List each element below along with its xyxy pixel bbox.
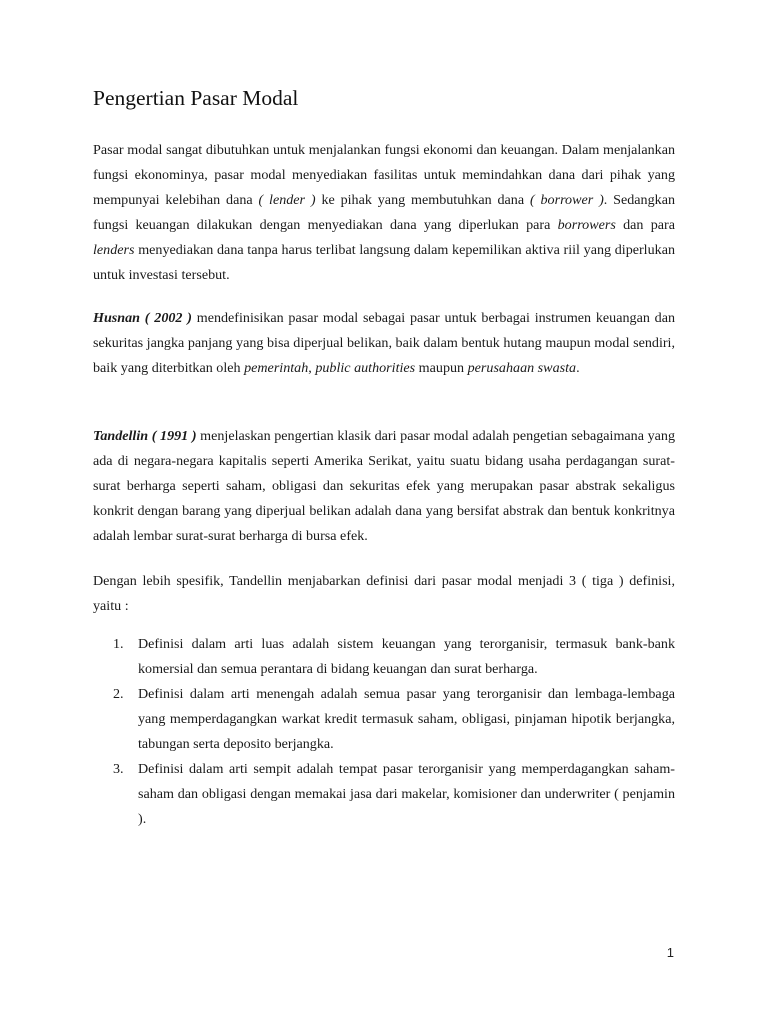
- italic-term-pemerintah: pemerintah: [244, 360, 309, 376]
- text-run: .: [576, 360, 580, 376]
- document-title: Pengertian Pasar Modal: [93, 86, 299, 110]
- text-run: Pasar modal sangat dibutuhkan untuk menjalankan fungsi ekonomi dan keuangan. Dalam menjalankan fungsi ekonominya, pasar modal menyediakan fasilitas untuk memindahkan dana dari pihak yang mempunyai kelebihan dana: [93, 142, 675, 208]
- list-item: [113, 682, 675, 757]
- list-number: 1.: [113, 636, 124, 652]
- italic-term-public-authorities: public authorities: [315, 360, 416, 376]
- paragraph-tandellin: [93, 424, 675, 549]
- list-number: 3.: [113, 761, 124, 777]
- italic-term-perusahaan-swasta: perusahaan swasta: [467, 360, 577, 376]
- paragraph-intro: [93, 138, 675, 288]
- paragraph-husnan: [93, 306, 675, 381]
- list-number: 2.: [113, 686, 124, 702]
- text-run: ,: [308, 360, 316, 376]
- text-run: mendefinisikan pasar modal sebagai pasar untuk berbagai instrumen keuangan dan sekuritas jangka panjang yang bisa diperjual belikan, baik dalam bentuk hutang maupun modal sendiri, baik yang diterbitkan oleh: [93, 310, 676, 376]
- list-item-text: Definisi dalam arti luas adalah sistem keuangan yang terorganisir, termasuk bank-bank komersial dan semua perantara di bidang keuangan dan surat berharga.: [138, 636, 675, 677]
- citation-tandellin: Tandellin ( 1991 ): [93, 428, 197, 444]
- italic-term-borrowers: borrowers: [557, 217, 616, 233]
- text-run: menjelaskan pengertian klasik dari pasar modal adalah pengetian sebagaimana yang ada di negara-negara kapitalis seperti Amerika Serikat, yaitu suatu bidang usaha perdagangan surat-surat berharga seperti saham, obligasi dan sekuritas efek yang merupakan pasar abstrak sekaligus konkrit dengan barang yang diperjual belikan adalah dana yang bersifat abstrak dan bentuk konkritnya adalah lembar surat-surat berharga di bursa efek.: [93, 428, 676, 544]
- text-run: ke pihak yang membutuhkan dana: [315, 192, 530, 208]
- page-number: 1: [666, 945, 674, 960]
- italic-term-borrower: ( borrower ): [529, 192, 604, 208]
- paragraph-definitions-intro: [93, 569, 675, 619]
- list-item-text: Definisi dalam arti menengah adalah semua pasar yang terorganisir dan lembaga-lembaga yang memperdagangkan warkat kredit termasuk saham, obligasi, pinjaman hipotik berjangka, tabungan serta deposito berjangka.: [138, 686, 675, 752]
- text-run: Dengan lebih spesifik, Tandellin menjabarkan definisi dari pasar modal menjadi 3 ( tiga ) definisi, yaitu :: [93, 573, 675, 614]
- list-item-text: Definisi dalam arti sempit adalah tempat pasar terorganisir yang memperdagangkan saham-saham dan obligasi dengan memakai jasa dari makelar, komisioner dan underwriter ( penjamin ).: [138, 761, 675, 827]
- text-run: menyediakan dana tanpa harus terlibat langsung dalam kepemilikan aktiva riil yang diperlukan untuk investasi tersebut.: [93, 242, 675, 283]
- text-run: dan para: [615, 217, 675, 233]
- citation-husnan: Husnan ( 2002 ): [93, 310, 192, 326]
- list-item: [113, 632, 675, 682]
- italic-term-lender: ( lender ): [258, 192, 316, 208]
- italic-term-lenders: lenders: [93, 242, 135, 258]
- text-run: maupun: [415, 360, 468, 376]
- definitions-list: [113, 632, 675, 832]
- text-run: . Sedangkan fungsi keuangan dilakukan dengan menyediakan dana yang diperlukan para: [93, 192, 675, 233]
- list-item: [113, 757, 675, 832]
